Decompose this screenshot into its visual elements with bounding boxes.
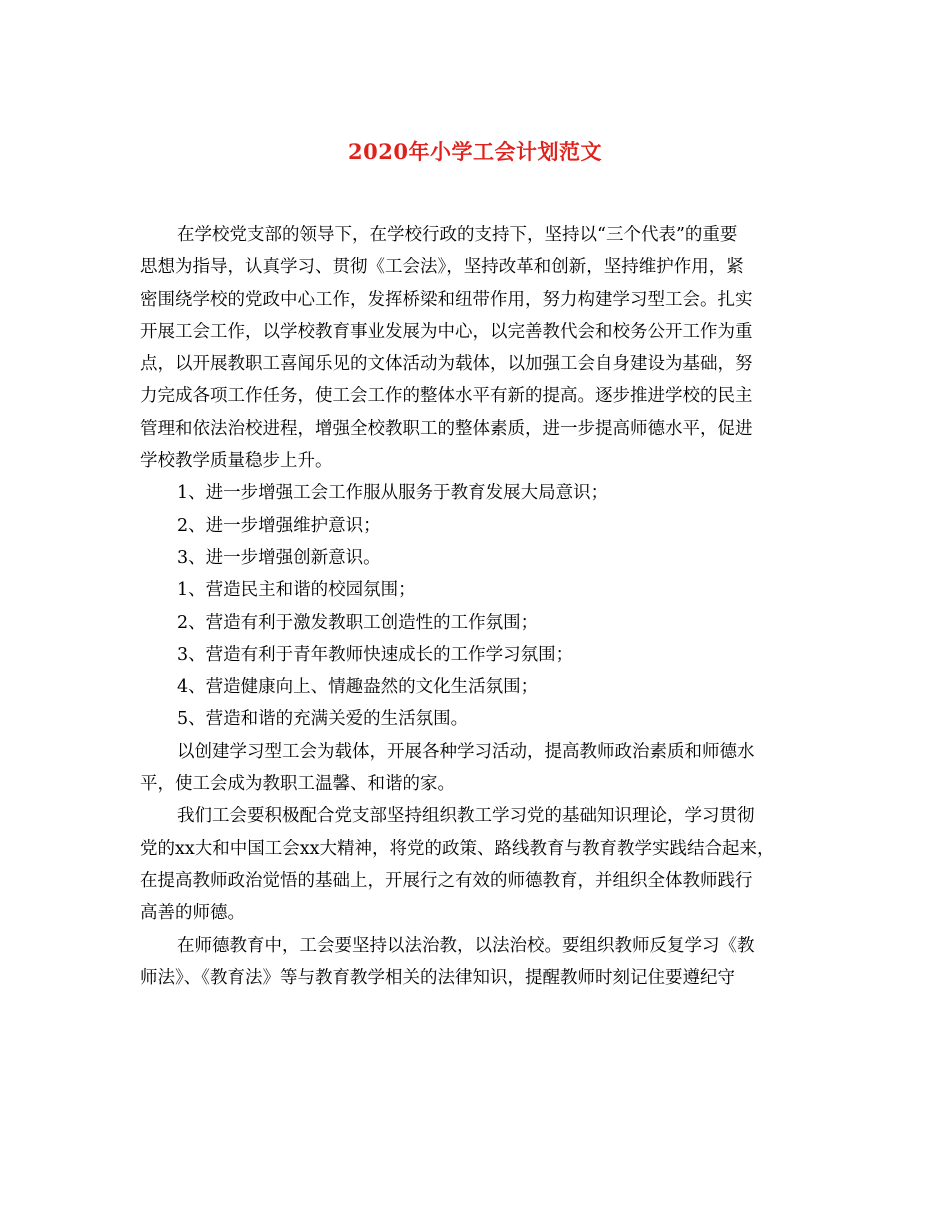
text-line: 思想为指导，认真学习、贯彻《工会法》，坚持改革和创新，坚持维护作用，紧 (140, 257, 744, 278)
list-item: 2、进一步增强维护意识； (177, 515, 381, 536)
list-item: 4、营造健康向上、情趣盎然的文化生活氛围； (177, 677, 539, 698)
document-title: 2020年小学工会计划范文 (348, 139, 602, 164)
text-line: 以创建学习型工会为载体，开展各种学习活动，提高教师政治素质和师德水 (177, 741, 755, 762)
text-line: 师法》、《教育法》等与教育教学相关的法律知识，提醒教师时刻记住要遵纪守 (140, 967, 735, 988)
text-line: 在学校党支部的领导下，在学校行政的支持下，坚持以“三个代表”的重要 (177, 225, 738, 245)
text-line: 党的xx大和中国工会xx大精神，将党的政策、路线教育与教育教学实践结合起来， (140, 838, 775, 859)
text-line: 平，使工会成为教职工温馨、和谐的家。 (140, 774, 455, 795)
text-line: 高善的师德。 (140, 903, 245, 924)
text-line: 点，以开展教职工喜闻乐见的文体活动为载体，以加强工会自身建设为基础，努 (140, 354, 753, 375)
list-item: 3、营造有利于青年教师快速成长的工作学习氛围； (177, 644, 574, 665)
text-line: 密围绕学校的党政中心工作，发挥桥梁和纽带作用，努力构建学习型工会。扎实 (140, 289, 753, 310)
text-line: 在提高教师政治觉悟的基础上，开展行之有效的师德教育，并组织全体教师践行 (140, 870, 753, 891)
text-line: 开展工会工作，以学校教育事业发展为中心，以完善教代会和校务公开工作为重 (140, 321, 753, 342)
list-item: 2、营造有利于激发教职工创造性的工作氛围； (177, 612, 539, 633)
text-line: 在师德教育中，工会要坚持以法治教，以法治校。要组织教师反复学习《教 (177, 935, 755, 956)
list-item: 1、营造民主和谐的校园氛围； (177, 580, 416, 601)
document-body (140, 219, 812, 994)
list-item: 1、进一步增强工会工作服从服务于教育发展大局意识； (177, 483, 609, 504)
list-item: 3、进一步增强创新意识。 (177, 547, 381, 568)
list-item: 5、营造和谐的充满关爱的生活氛围。 (177, 709, 469, 730)
text-line: 学校教学质量稳步上升。 (140, 451, 333, 472)
text-line: 我们工会要积极配合党支部坚持组织教工学习党的基础知识理论，学习贯彻 (177, 806, 755, 827)
text-line: 管理和依法治校进程，增强全校教职工的整体素质，进一步提高师德水平，促进 (140, 418, 753, 439)
text-line: 力完成各项工作任务，使工会工作的整体水平有新的提高。逐步推进学校的民主 (140, 386, 753, 407)
